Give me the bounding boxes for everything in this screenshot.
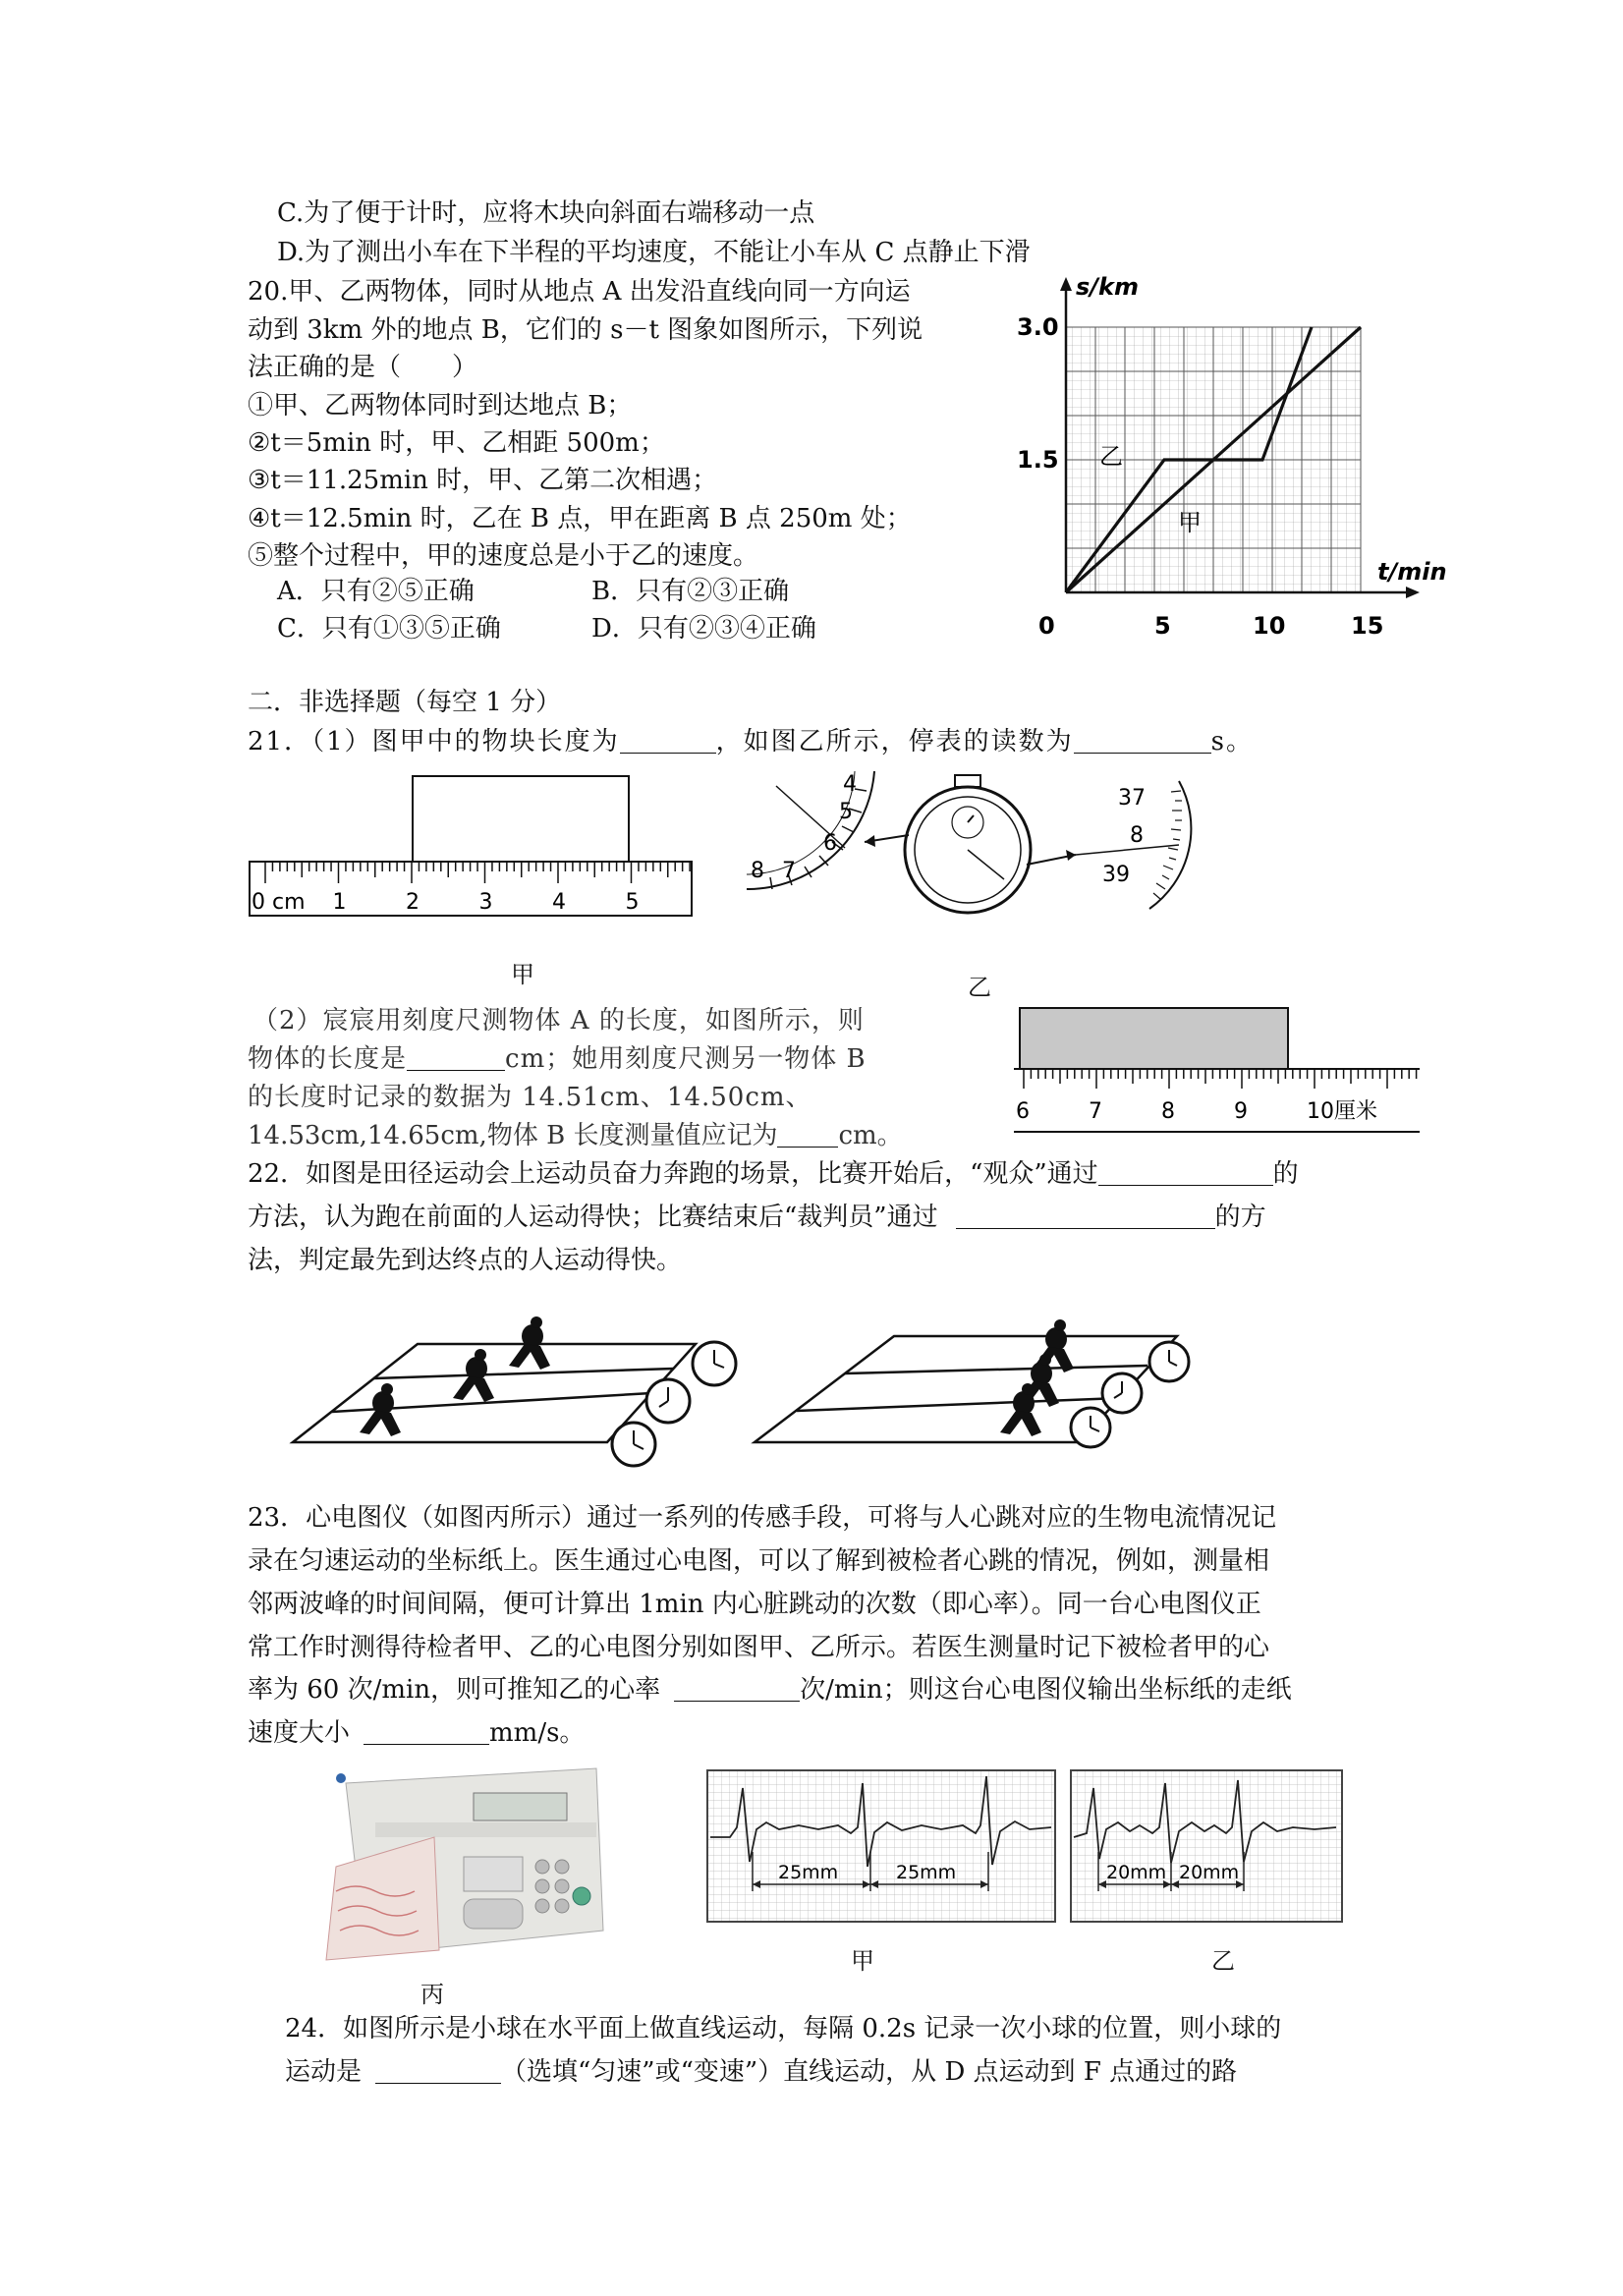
ruler-label: 0 cm	[252, 890, 306, 915]
q21-part1	[248, 725, 1254, 758]
q23-line5	[248, 1673, 1292, 1707]
q23-line5-b: 次/min；则这台心电图仪输出坐标纸的走纸	[800, 1675, 1292, 1705]
ecg-machine-svg	[326, 1764, 611, 1970]
q24-blank-motion-type[interactable]	[375, 2057, 501, 2084]
y-tick-label: 3.0	[1017, 313, 1059, 341]
ruler-a-label: 10厘米	[1307, 1099, 1377, 1124]
dial-left-num-4: 4	[843, 772, 857, 797]
q21-part2-line3: 的长度时记录的数据为 14.51cm、14.50cm、	[248, 1083, 812, 1112]
q23-line6-b: mm/s。	[489, 1718, 586, 1748]
y-axis-label: s/km	[1076, 273, 1140, 301]
q22-line2	[248, 1201, 1266, 1234]
figure-bing-caption: 丙	[420, 1981, 444, 2008]
q21-blank-length[interactable]	[620, 727, 716, 754]
ruler-label: 4	[552, 890, 566, 915]
q23-blank-paper-speed[interactable]	[364, 1718, 489, 1745]
q23-blank-heart-rate[interactable]	[674, 1675, 800, 1702]
race-svg	[285, 1295, 1208, 1482]
figure-bing-ecg-machine	[326, 1764, 611, 1970]
q24-line2-a: 运动是	[285, 2057, 363, 2087]
q22-line3: 法，判定最先到达终点的人运动得快。	[248, 1246, 683, 1275]
q23-line4: 常工作时测得待检者甲、乙的心电图分别如图甲、乙所示。若医生测量时记下被检者甲的心	[248, 1633, 1270, 1662]
y-tick-label: 1.5	[1017, 446, 1059, 474]
ruler-a-label: 7	[1089, 1099, 1102, 1124]
q21-part2-line2-b: cm；她用刻度尺测另一物体 B	[505, 1044, 867, 1074]
figure-jia-ruler	[248, 771, 700, 933]
q21-part2-line1: （2）宸宸用刻度尺测物体 A 的长度，如图所示，则	[252, 1006, 865, 1036]
q20-option-d: D．只有②③④正确	[591, 614, 816, 644]
section-2-title: 二．非选择题（每空 1 分）	[248, 688, 562, 717]
q20-stem-line2: 动到 3km 外的地点 B，它们的 s－t 图象如图所示，下列说	[248, 315, 923, 345]
q22-line1-a: 22．如图是田径运动会上运动员奋力奔跑的场景，比赛开始后，“观众”通过	[248, 1159, 1098, 1189]
q20-stem-line1: 20.甲、乙两物体，同时从地点 A 出发沿直线向同一方向运	[248, 277, 911, 307]
q21-part2-line4-a: 14.53cm,14.65cm,物体 B 长度测量值应记为	[248, 1121, 778, 1150]
q21-part1-text-a: 21．（1）图甲中的物块长度为	[248, 727, 620, 756]
q23-line1: 23．心电图仪（如图丙所示）通过一系列的传感手段，可将与人心跳对应的生物电流情况记	[248, 1503, 1277, 1533]
dial-left-num-7: 7	[782, 859, 796, 883]
q22-line1-b: 的	[1272, 1159, 1299, 1189]
st-graph	[992, 265, 1447, 648]
x-tick-label: 10	[1253, 612, 1286, 640]
x-axis-label: t/min	[1377, 558, 1447, 586]
x-axis-arrow	[1406, 587, 1420, 598]
dial-left-num-6: 6	[823, 831, 837, 856]
dial-right-num-8: 8	[1130, 823, 1144, 848]
q23-line3: 邻两波峰的时间间隔，便可计算出 1min 内心脏跳动的次数（即心率）。同一台心电图仪正	[248, 1590, 1261, 1619]
series-label-1: 乙	[1099, 442, 1123, 471]
q19-option-d: D.为了测出小车在下半程的平均速度，不能让小车从 C 点静止下滑	[277, 238, 1031, 267]
ecg-yi-dim-1: 20mm	[1106, 1862, 1167, 1883]
figure-ecg-jia-caption: 甲	[851, 1947, 874, 1975]
q20-statement-3: ③t＝11.25min 时，甲、乙第二次相遇；	[248, 466, 718, 495]
q20-statement-4: ④t＝12.5min 时，乙在 B 点，甲在距离 B 点 250m 处；	[248, 504, 912, 533]
q24-line2	[285, 2055, 1237, 2089]
q24-line1: 24．如图所示是小球在水平面上做直线运动，每隔 0.2s 记录一次小球的位置，则小球的	[285, 2014, 1282, 2044]
ruler-label: 1	[332, 890, 347, 915]
x-tick-label: 15	[1351, 612, 1384, 640]
q21-part2-line2-a: 物体的长度是	[248, 1044, 408, 1074]
ruler-a-label: 8	[1161, 1099, 1175, 1124]
ruler-jia-svg	[248, 771, 700, 933]
figure-jia-caption: 甲	[511, 961, 534, 988]
q23-line6	[248, 1716, 585, 1750]
x-tick-label: 5	[1154, 612, 1171, 640]
y-axis-arrow	[1060, 277, 1072, 291]
stopwatch-crown	[955, 775, 980, 787]
q21-part2-line4	[248, 1119, 903, 1152]
ecg-jia-dim-1: 25mm	[778, 1862, 839, 1883]
q20-option-c: C．只有①③⑤正确	[277, 614, 501, 644]
ecg-yi-dim-2: 20mm	[1179, 1862, 1240, 1883]
q20-statement-1: ①甲、乙两物体同时到达地点 B；	[248, 391, 633, 420]
q21-part1-text-c: s。	[1210, 727, 1254, 756]
st-graph-svg	[992, 265, 1447, 648]
dial-left-num-5: 5	[839, 800, 853, 824]
ruler-a-svg	[1012, 1002, 1425, 1140]
q23-line2: 录在匀速运动的坐标纸上。医生通过心电图，可以了解到被检者心跳的情况，例如，测量相	[248, 1546, 1270, 1576]
dial-right-num-39: 39	[1102, 863, 1130, 887]
figure-yi-caption: 乙	[968, 974, 991, 1001]
q20-option-b: B．只有②③正确	[591, 577, 790, 606]
q22-blank-audience[interactable]	[1098, 1159, 1273, 1186]
measured-block	[413, 776, 629, 862]
second-pointer	[1076, 845, 1179, 855]
q20-stem-line3: 法正确的是（ ）	[248, 353, 478, 382]
figure-yi-stopwatch	[737, 761, 1199, 933]
ecg-yi-svg	[1069, 1768, 1344, 1926]
series-label-0: 甲	[1178, 509, 1202, 536]
ruler-label: 5	[625, 890, 640, 915]
q21-blank-length-b[interactable]	[777, 1121, 838, 1148]
second-dial-arc	[1149, 781, 1191, 909]
q21-part1-text-b: ，如图乙所示，停表的读数为	[715, 727, 1074, 756]
q21-blank-length-a[interactable]	[407, 1044, 505, 1071]
ruler-a-label: 6	[1016, 1099, 1030, 1124]
figure-ecg-jia	[705, 1768, 1059, 1926]
ruler-a-label: 9	[1234, 1099, 1248, 1124]
clocks-left	[612, 1342, 736, 1466]
object-a	[1020, 1008, 1288, 1069]
ecg-jia-dim-2: 25mm	[896, 1862, 957, 1883]
figure-ecg-yi	[1069, 1768, 1344, 1926]
q22-blank-referee[interactable]	[956, 1203, 1215, 1229]
ecg-jia-svg	[705, 1768, 1059, 1926]
q21-part2-line2	[248, 1042, 867, 1076]
figure-ruler-object-a	[1012, 1002, 1425, 1140]
q20-statement-5: ⑤整个过程中，甲的速度总是小于乙的速度。	[248, 541, 759, 571]
q22-line2-b: 的方	[1214, 1203, 1266, 1232]
dial-right-num-37: 37	[1118, 786, 1146, 811]
q24-line2-b: （选填“匀速”或“变速”）直线运动，从 D 点运动到 F 点通过的路	[501, 2057, 1238, 2087]
ruler-label: 2	[406, 890, 420, 915]
stopwatch-svg	[737, 761, 1199, 933]
q20-option-a: A．只有②⑤正确	[277, 577, 475, 606]
figure-race	[285, 1295, 1208, 1482]
q19-option-c: C.为了便于计时，应将木块向斜面右端移动一点	[277, 198, 815, 228]
ruler-label: 3	[478, 890, 493, 915]
x-tick-label: 0	[1038, 612, 1055, 640]
q23-line5-a: 率为 60 次/min，则可推知乙的心率	[248, 1675, 661, 1705]
q20-statement-2: ②t＝5min 时，甲、乙相距 500m；	[248, 428, 665, 458]
q21-part2-line4-b: cm。	[838, 1121, 903, 1150]
q21-blank-stopwatch[interactable]	[1074, 727, 1211, 754]
ruler-a-ticks	[1016, 1069, 1417, 1124]
q23-line6-a: 速度大小	[248, 1718, 351, 1748]
q22-line2-a: 方法，认为跑在前面的人运动得快；比赛结束后“裁判员”通过	[248, 1203, 938, 1232]
dial-left-num-8: 8	[751, 859, 764, 883]
q22-line1	[248, 1157, 1299, 1191]
clocks-right	[1071, 1342, 1189, 1447]
figure-ecg-yi-caption: 乙	[1211, 1947, 1235, 1975]
